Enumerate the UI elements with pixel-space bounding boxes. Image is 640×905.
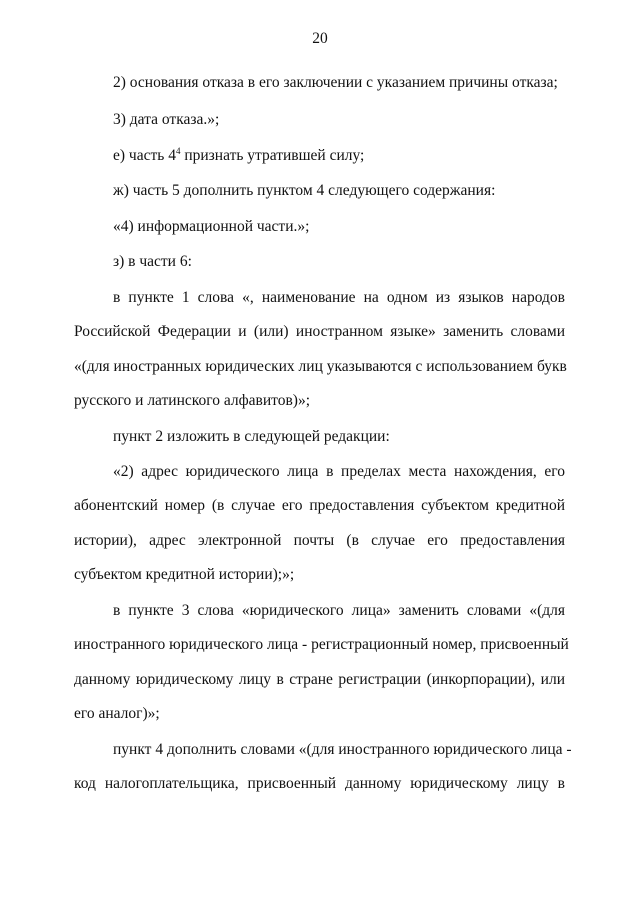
text-line: субъектом кредитной истории);»; <box>74 566 295 583</box>
text-line: 2) основания отказа в его заключении с указанием причины отказа; <box>113 74 558 91</box>
text-line: пункт 4 дополнить словами «(для иностранного юридического лица - <box>113 741 572 758</box>
text-line: «2) адрес юридического лица в пределах места нахождения, его <box>113 463 565 480</box>
text-line: ж) часть 5 дополнить пунктом 4 следующего содержания: <box>113 182 496 199</box>
text-line: истории), адрес электронной почты (в случае его предоставления <box>74 532 565 549</box>
text-line: код налогоплательщика, присвоенный данному юридическому лицу в <box>74 775 565 792</box>
text-line: Российской Федерации и (или) иностранном языке» заменить словами <box>74 323 565 340</box>
text-line: пункт 2 изложить в следующей редакции: <box>113 428 390 445</box>
text-line: з) в части 6: <box>113 253 192 270</box>
text-line: данному юридическому лицу в стране регистрации (инкорпорации), или <box>74 671 565 688</box>
text-line: абонентский номер (в случае его предоставления субъектом кредитной <box>74 497 565 514</box>
text-line: 3) дата отказа.»; <box>113 111 220 128</box>
text-line: в пункте 3 слова «юридического лица» заменить словами «(для <box>113 602 565 619</box>
text-line <box>113 146 364 166</box>
superscript: 4 <box>175 145 181 156</box>
text-fragment: е) часть 4 <box>113 147 176 164</box>
text-line: «4) информационной части.»; <box>113 218 310 235</box>
text-line: в пункте 1 слова «, наименование на одном из языков народов <box>113 289 565 306</box>
text-line: его аналог)»; <box>74 705 160 722</box>
text-line: русского и латинского алфавитов)»; <box>74 392 311 409</box>
text-line: иностранного юридического лица - регистрационный номер, присвоенный <box>74 636 569 653</box>
page-number: 20 <box>312 30 328 47</box>
text-line: «(для иностранных юридических лиц указываются с использованием букв <box>74 358 567 375</box>
text-fragment: признать утратившей силу; <box>180 147 365 164</box>
